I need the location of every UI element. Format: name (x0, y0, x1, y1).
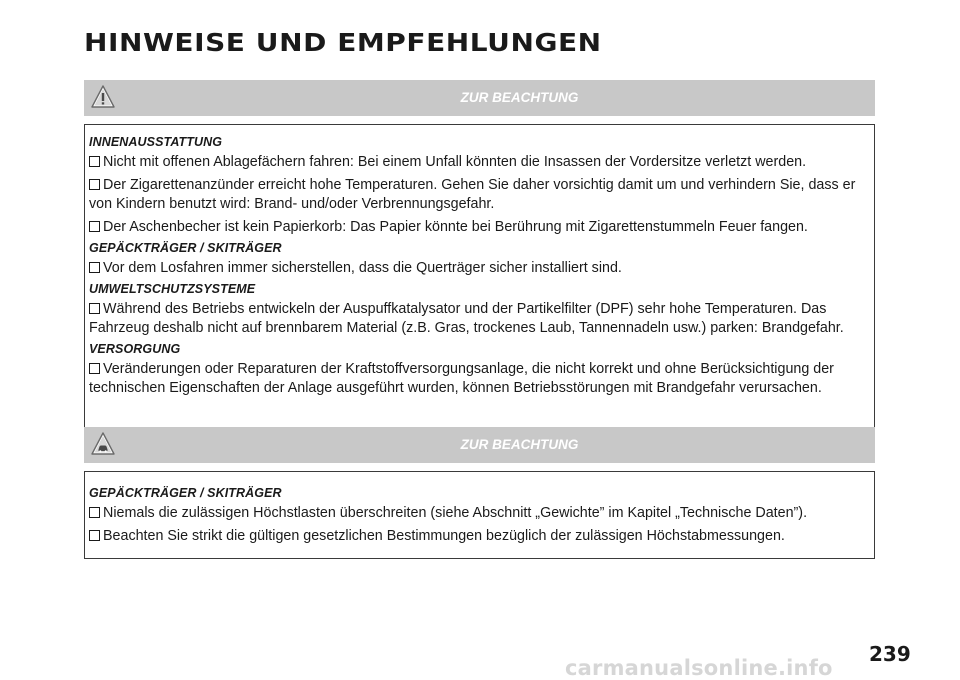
warning-box-header (84, 427, 875, 463)
checkbox-bullet-icon (89, 363, 100, 374)
page-title: HINWEISE UND EMPFEHLUNGEN (84, 28, 602, 57)
checkbox-bullet-icon (89, 179, 100, 190)
page-number: 239 (869, 642, 911, 666)
list-item: Der Aschenbecher ist kein Papierkorb: Das Papier könnte bei Berührung mit Zigarettenstummeln Feuer fangen. (89, 218, 868, 237)
section-heading-gepaecktraeger: GEPÄCKTRÄGER / SKITRÄGER (89, 241, 282, 255)
list-item: Während des Betriebs entwickeln der Auspuffkatalysator und der Partikelfilter (DPF) sehr hohe Temperaturen. Das Fahrzeug deshalb nicht auf brennbarem Material (z.B. Gras, trockenes Laub, Tannennadeln usw.) parken: Brandgefahr. (89, 301, 844, 336)
warning-box-title: ZUR BEACHTUNG (460, 90, 579, 105)
watermark: carmanualsonline.info (565, 656, 833, 680)
warning-box-body (84, 471, 875, 559)
checkbox-bullet-icon (89, 156, 100, 167)
checkbox-bullet-icon (89, 507, 100, 518)
section-heading-gepaecktraeger: GEPÄCKTRÄGER / SKITRÄGER (89, 486, 282, 500)
list-item: Beachten Sie strikt die gültigen gesetzlichen Bestimmungen bezüglich der zulässigen Höchstabmessungen. (89, 527, 868, 546)
section-heading-umweltschutzsysteme: UMWELTSCHUTZSYSTEME (89, 282, 256, 296)
warning-box-title: ZUR BEACHTUNG (460, 437, 579, 452)
list-item: Der Zigarettenanzünder erreicht hohe Temperaturen. Gehen Sie daher vorsichtig damit um und verhindern Sie, dass er von Kindern benutzt wird: Brand- und/oder Verbrennungsgefahr. (89, 177, 856, 212)
checkbox-bullet-icon (89, 262, 100, 273)
warning-box-body (84, 124, 875, 446)
warning-box-1 (84, 80, 875, 446)
checkbox-bullet-icon (89, 303, 100, 314)
list-item: Niemals die zulässigen Höchstlasten überschreiten (siehe Abschnitt „Gewichte” im Kapitel „Technische Daten”). (89, 504, 868, 523)
warning-box-2 (84, 427, 875, 559)
list-item: Veränderungen oder Reparaturen der Kraftstoffversorgungsanlage, die nicht korrekt und ohne Berücksichtigung der technischen Eigenschaften der Anlage ausgeführt wurden, können Betriebsstörungen mit Brandgefahr verursachen. (89, 361, 834, 396)
list-item: Vor dem Losfahren immer sicherstellen, dass die Querträger sicher installiert sind. (89, 259, 868, 278)
section-heading-innenausstattung: INNENAUSSTATTUNG (89, 135, 223, 149)
list-item: Nicht mit offenen Ablagefächern fahren: Bei einem Unfall könnten die Insassen der Vordersitze verletzt werden. (89, 153, 868, 172)
warning-box-header (84, 80, 875, 116)
section-heading-versorgung: VERSORGUNG (89, 342, 181, 356)
checkbox-bullet-icon (89, 221, 100, 232)
checkbox-bullet-icon (89, 530, 100, 541)
